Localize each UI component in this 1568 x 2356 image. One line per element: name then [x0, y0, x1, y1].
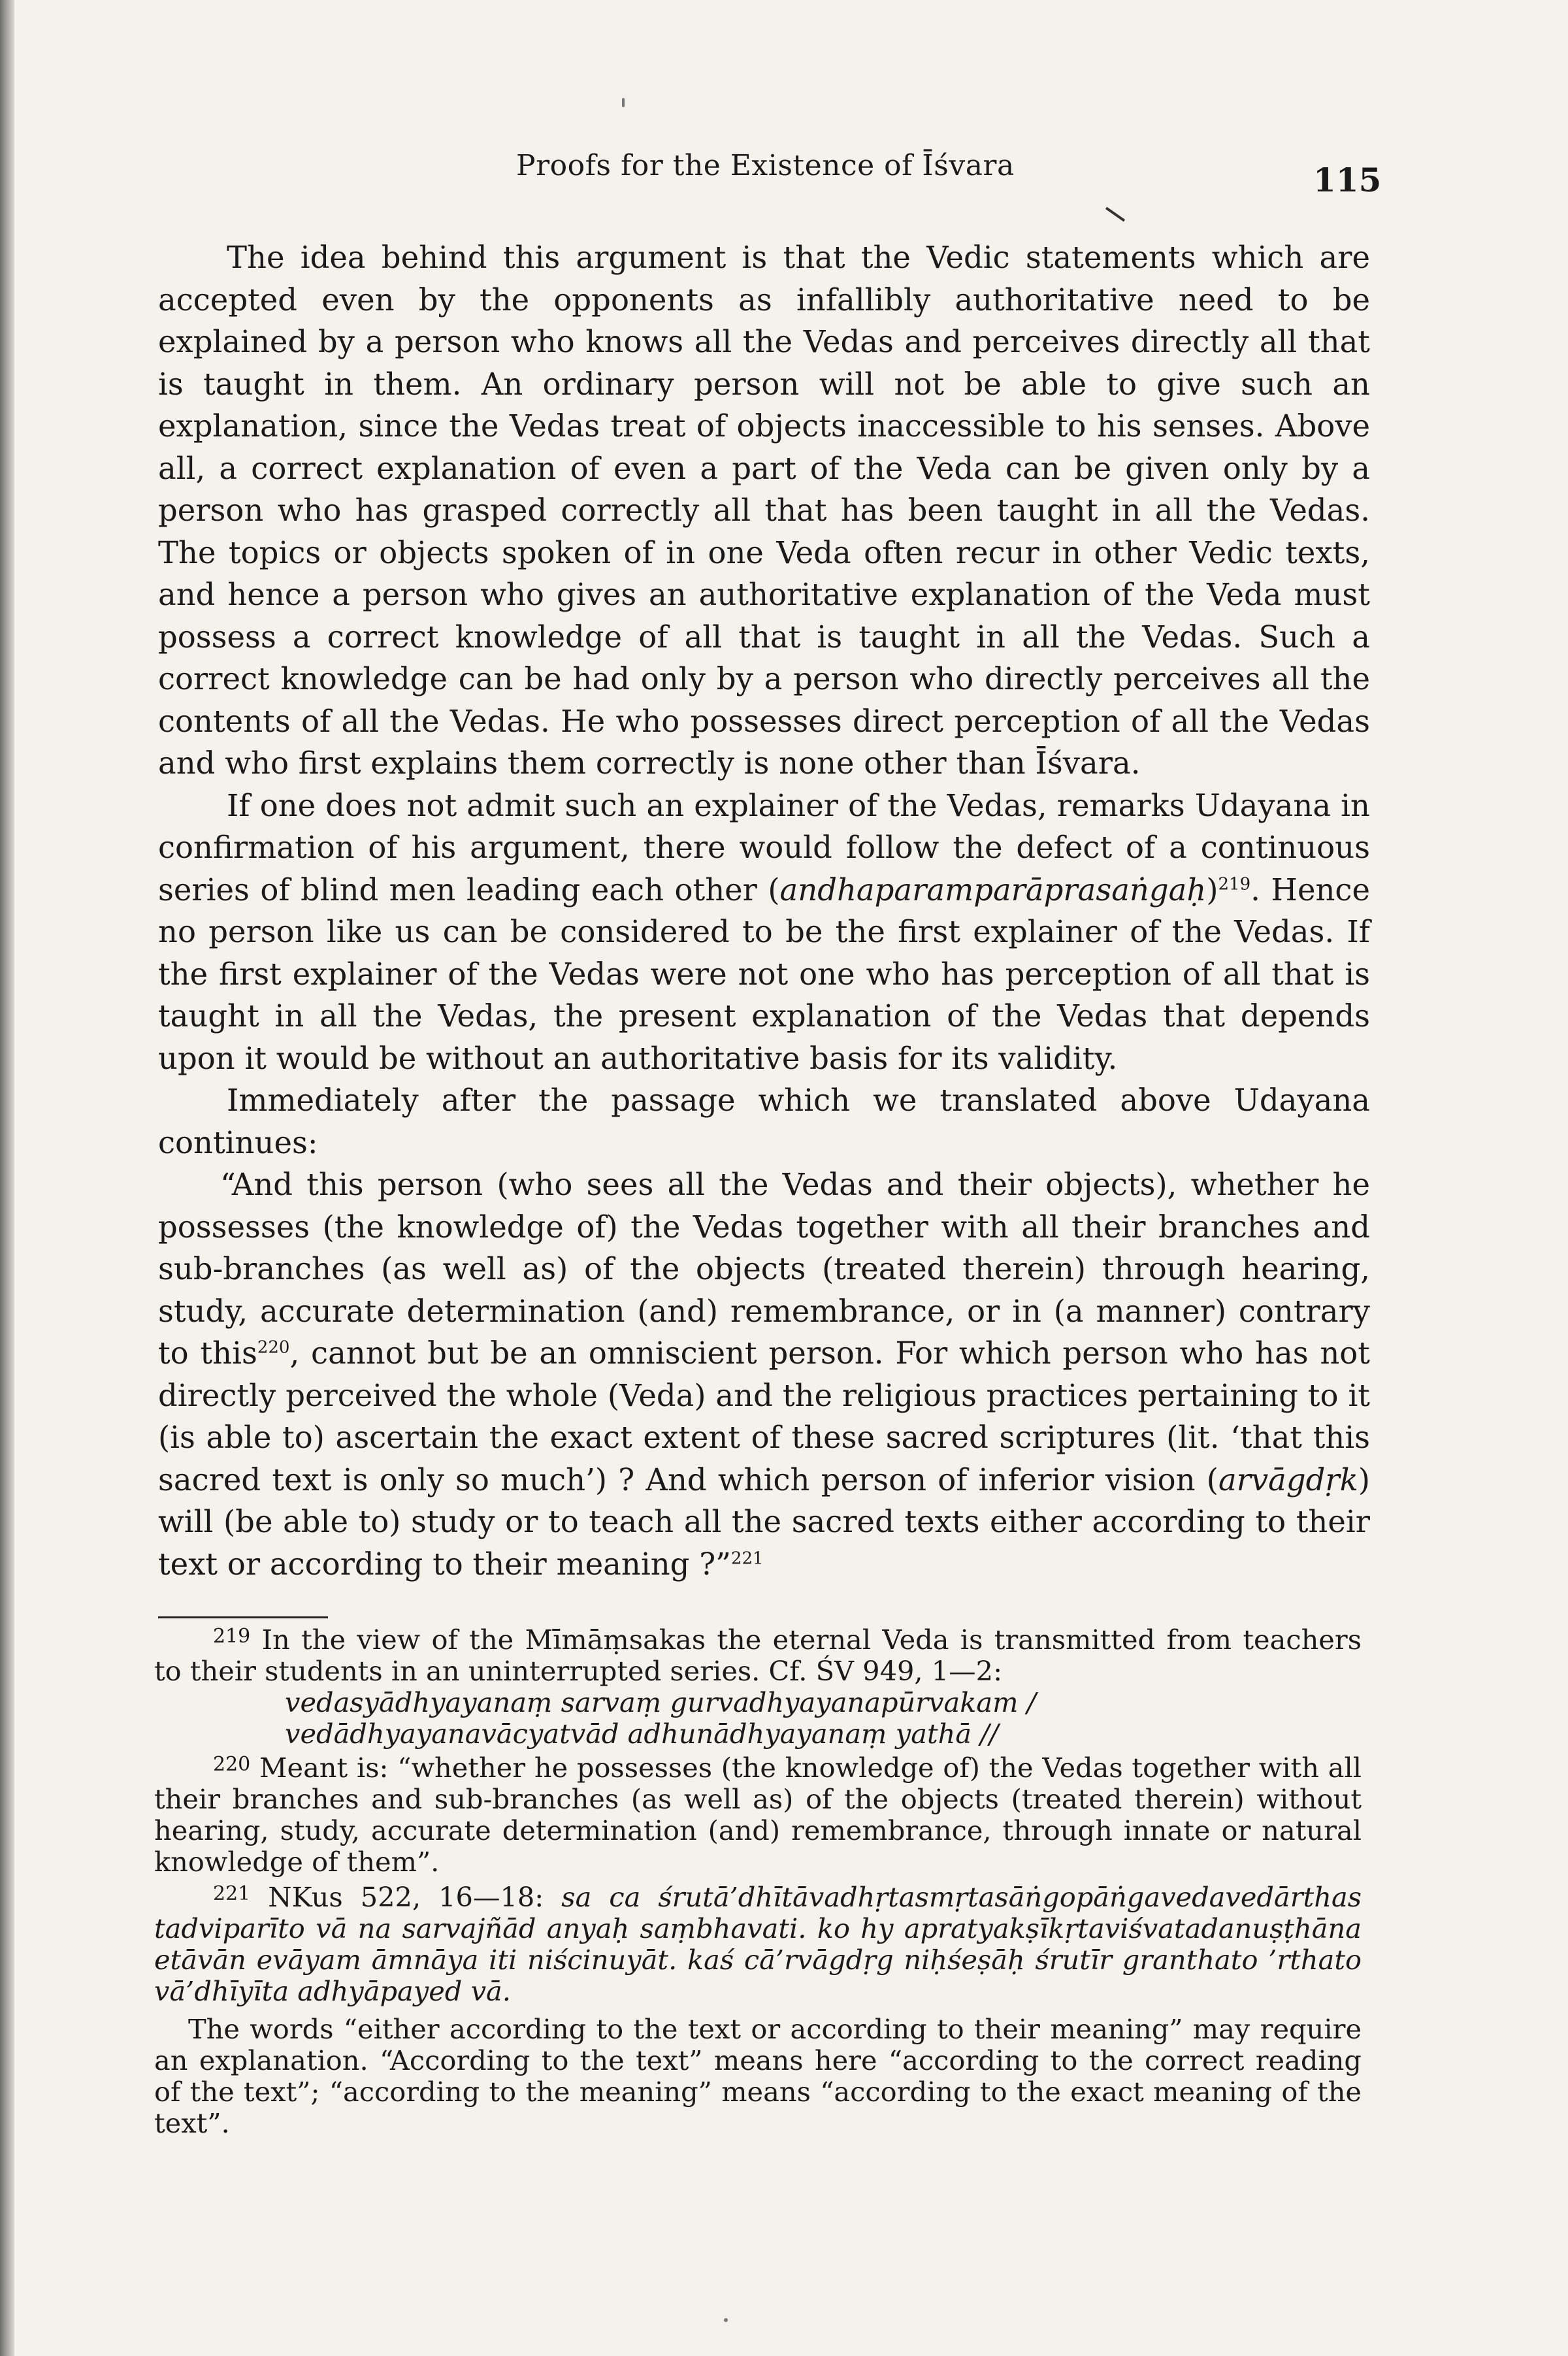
quotation-text-c: ) will (be able to) study or to teach all the sacred texts either according to their text or according to their meaning ?”: [158, 1462, 1370, 1582]
paragraph-2-text-a: If one does not admit such an explainer of the Vedas, remarks Udayana in confirmation of his argument, there would follow the defect of a continuous series of blind men leading each other (: [158, 787, 1370, 908]
main-text: [158, 237, 1370, 1585]
paragraph-3: Immediately after the passage which we translated above Udayana continues:: [158, 1083, 1370, 1160]
footnote-219: [154, 1624, 1362, 1687]
scan-edge-shadow: [0, 0, 14, 2356]
scan-speck: [724, 2318, 728, 2322]
paragraph-2-text-b: ): [1206, 872, 1218, 908]
footnote-220-text: Meant is: “whether he possesses (the knowledge of) the Vedas together with all their branches and sub-branches (as well as) of the objects (treated therein) without hearing, study, accurate determination (and) remembrance, through innate or natural knowledge of them”.: [154, 1752, 1362, 1878]
footnote-219-verse-1: vedasyādhyayanaṃ sarvaṃ gurvadhyayanapūrvakam /: [285, 1686, 1036, 1718]
footnote-ref-221[interactable]: 221: [730, 1548, 764, 1568]
footnote-ref-219[interactable]: 219: [1218, 874, 1251, 894]
footnote-221-sanskrit: sa ca śrutā’dhītāvadhṛtasmṛtasāṅgopāṅgavedavedārthas tadviparīto vā na sarvajñād anyaḥ saṃbhavati. ko hy apratyakṣīkṛtaviśvatadanuṣṭhāna etāvān evāyam āmnāya iti niścinuyāt. kaś cā’rvāgdṛg niḥśeṣāḥ śrutīr granthato ’rthato vā’dhīyīta adhyāpayed vā.: [154, 1881, 1362, 2007]
footnote-221-lead: NKus 522, 16—18:: [250, 1881, 562, 1913]
quotation-text-b: , cannot but be an omniscient person. For which person who has not directly perceived the whole (Veda) and the religious practices pertaining to it (is able to) ascertain the exact extent of these sacred scriptures (lit. ‘that this sacred text is only so much’) ? And which person of inferior vision (: [158, 1335, 1370, 1497]
footnote-divider: [158, 1616, 328, 1618]
term-arvagdrk: arvāgdṛk: [1218, 1462, 1358, 1497]
footnote-number-219: 219: [213, 1625, 251, 1648]
footnote-221: [154, 1882, 1362, 2007]
running-head: Proofs for the Existence of Īśvara: [516, 149, 1015, 182]
paragraph-2-text-c: . Hence no person like us can be considered to be the first explainer of the Vedas. If the first explainer of the Vedas were not one who has perception of all that is taught in all the Vedas, the present explanation of the Vedas that depends upon it would be without an authoritative basis for its validity.: [158, 872, 1370, 1076]
footnote-219-text: In the view of the Mīmāṃsakas the eternal Veda is transmitted from teachers to their students in an uninterrupted series. Cf. ŚV 949, 1—2:: [154, 1624, 1362, 1687]
footnotes: [154, 1624, 1362, 2139]
footnote-number-221: 221: [213, 1882, 251, 1905]
quotation-paragraph: [158, 1164, 1370, 1585]
quotation-text-a: “And this person (who sees all the Vedas and their objects), whether he possesses (the knowledge of) the Vedas together with all their branches and sub-branches (as well as) of the objects (treated therein) through hearing, study, accurate determination (and) remembrance, or in (a manner) contrary to this: [158, 1167, 1370, 1371]
footnote-ref-220[interactable]: 220: [257, 1337, 290, 1358]
page-number: 115: [1313, 161, 1382, 199]
term-andhaparampara: andhaparamparāprasaṅgaḥ: [779, 872, 1207, 908]
scan-speck: [622, 98, 625, 107]
footnote-number-220: 220: [213, 1753, 251, 1776]
stray-mark: [1105, 207, 1125, 222]
footnote-219-verse-2: vedādhyayanavācyatvād adhunādhyayanaṃ yathā //: [285, 1718, 999, 1750]
closing-paragraph: The words “either according to the text or according to their meaning” may require an explanation. “According to the text” means here “according to the correct reading of the text”; “according to the meaning” means “according to the exact meaning of the text”.: [154, 2013, 1362, 2139]
footnote-220: [154, 1752, 1362, 1878]
paragraph-1: The idea behind this argument is that the Vedic statements which are accepted even by the opponents as infallibly authoritative need to be explained by a person who knows all the Vedas and perceives directly all that is taught in them. An ordinary person will not be able to give such an explanation, since the Vedas treat of objects inaccessible to his senses. Above all, a correct explanation of even a part of the Veda can be given only by a person who has grasped correctly all that has been taught in all the Vedas. The topics or objects spoken of in one Veda often recur in other Vedic texts, and hence a person who gives an authoritative explanation of the Veda must possess a correct knowledge of all that is taught in all the Vedas. Such a correct knowledge can be had only by a person who directly perceives all the contents of all the Vedas. He who possesses direct perception of all the Vedas and who first explains them correctly is none other than Īśvara.: [158, 240, 1370, 781]
paragraph-2: [158, 785, 1370, 1080]
